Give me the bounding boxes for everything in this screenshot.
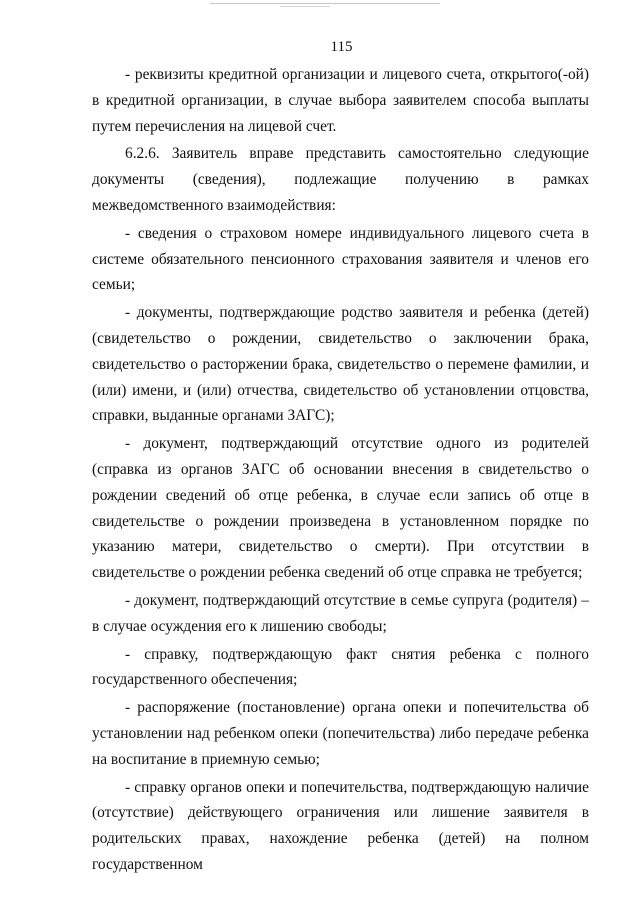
- scan-artifact-line: [280, 6, 330, 7]
- paragraph-state-support: - справку, подтверждающую факт снятия ребенка с полного государственного обеспечения;: [92, 645, 589, 689]
- paragraph-absent-parent: - документ, подтверждающий отсутствие одного из родителей (справка из органов ЗАГС об основании внесения в свидетельство о рождении сведений об отце ребенка, в случае если запись об отце в свидетельстве о рождении произведена в установленном порядке по указанию матери, свидетельство о смерти). При отсутствии в свидетельстве о рождении ребенка сведений об отце справка не требуется;: [92, 435, 589, 582]
- paragraph-6-2-6: 6.2.6. Заявитель вправе представить самостоятельно следующие документы (сведения), подлежащие получению в рамках межведомственного взаимодействия:: [92, 145, 589, 214]
- paragraph-bank-details: - реквизиты кредитной организации и лицевого счета, открытого(-ой) в кредитной организации, в случае выбора заявителем способа выплаты путем перечисления на лицевой счет.: [92, 66, 589, 135]
- paragraph-snils: - сведения о страховом номере индивидуального лицевого счета в системе обязательного пенсионного страхования заявителя и членов его семьи;: [92, 224, 589, 294]
- scan-artifact-line: [210, 3, 440, 4]
- paragraph-guardianship-order: - распоряжение (постановление) органа опеки и попечительства об установлении над ребенком опеки (попечительства) либо передаче ребенка на воспитание в приемную семью;: [92, 699, 589, 768]
- paragraph-guardianship-certificate: - справку органов опеки и попечительства, подтверждающую наличие (отсутствие) действующего ограничения или лишение заявителя в родительских правах, нахождение ребенка (детей) на полном государственном: [92, 778, 589, 873]
- page-number: 115: [330, 39, 353, 55]
- paragraph-imprisoned-spouse: - документ, подтверждающий отсутствие в семье супруга (родителя) – в случае осуждения его к лишению свободы;: [92, 591, 589, 635]
- paragraph-kinship-documents: - документы, подтверждающие родство заявителя и ребенка (детей) (свидетельство о рождении, свидетельство о заключении брака, свидетельство о расторжении брака, свидетельство о перемене фамилии, и (или) имени, и (или) отчества, свидетельство об установлении отцовства, справки, выданные органами ЗАГС);: [92, 304, 589, 425]
- document-body: [92, 62, 589, 878]
